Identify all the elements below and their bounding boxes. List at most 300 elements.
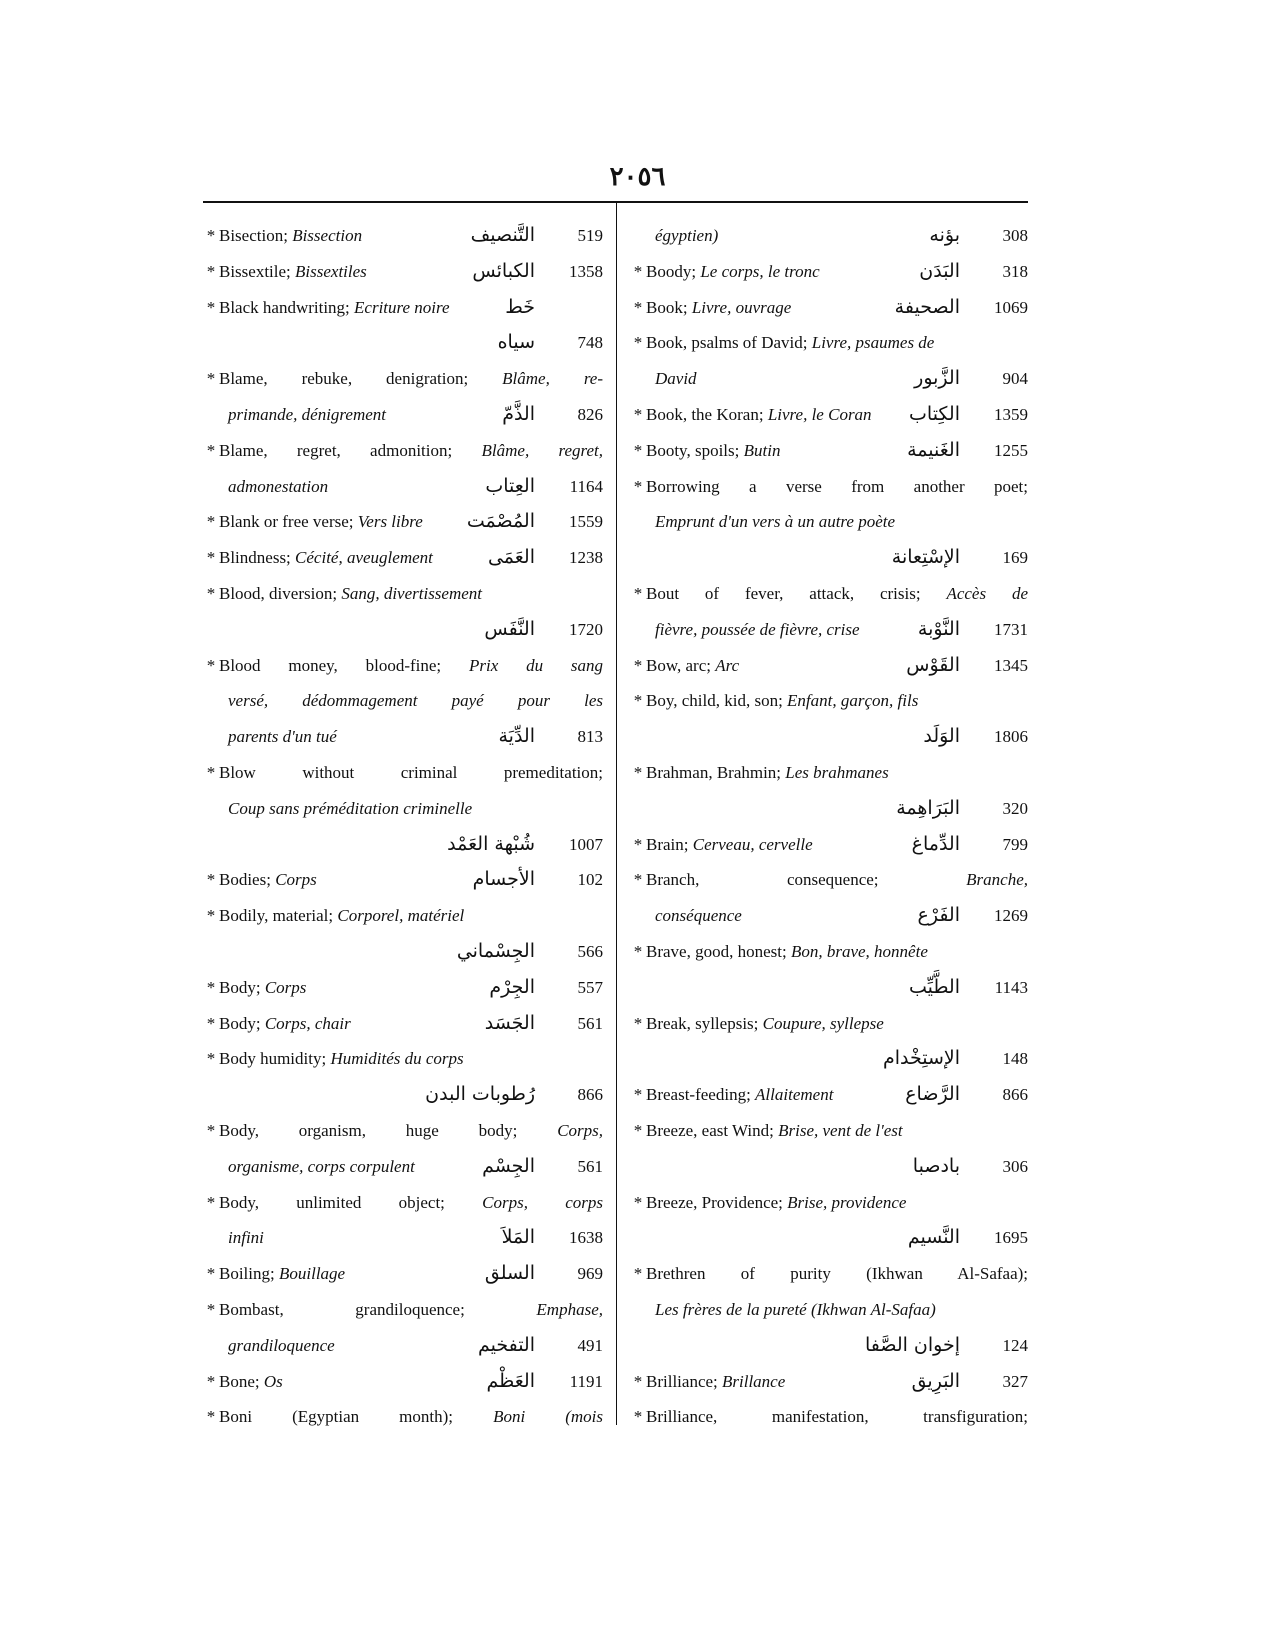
french-term: Bouillage [278, 1264, 346, 1284]
entry-bullet-icon: * [633, 691, 643, 711]
entry-line [203, 1185, 603, 1221]
entry-line [203, 1149, 603, 1185]
french-term: Humidités du corps [330, 1049, 464, 1069]
entry-line [203, 791, 603, 827]
entry-line [203, 934, 603, 970]
entry-bullet-icon: * [633, 1120, 643, 1140]
french-term: conséquence [655, 906, 742, 926]
entry-text [219, 1292, 603, 1328]
french-term: Cécité, aveuglement [295, 548, 433, 568]
english-term: Brave, good, honest; [646, 941, 787, 961]
french-term: versé, dédommagement payé pour les [228, 691, 603, 711]
reference-number: 1069 [994, 297, 1028, 317]
reference-number: 519 [577, 226, 603, 245]
entry-bullet-icon: * [206, 655, 216, 675]
entry-text [646, 290, 791, 326]
english-term: Boni (Egyptian month); [219, 1407, 454, 1427]
arabic-term: سياه [497, 331, 535, 354]
entry-line [203, 862, 603, 898]
english-term: Bow, arc; [646, 655, 711, 675]
english-term: Blame, regret, admonition; [219, 440, 453, 460]
entry-line [203, 1292, 603, 1328]
french-term: Livre, le Coran [767, 404, 872, 424]
french-term: Boni (mois [493, 1407, 603, 1427]
entry-text [655, 504, 895, 540]
reference-number: 1143 [994, 977, 1028, 997]
reference-number: 327 [1002, 1371, 1028, 1391]
entry-line [630, 1292, 1028, 1328]
french-term: Corps [264, 977, 307, 997]
entry-line [203, 648, 603, 684]
english-term: Body; [219, 977, 261, 997]
english-term: Boy, child, kid, son; [646, 691, 783, 711]
entry-line [630, 1185, 1028, 1221]
english-term: Body, unlimited object; [219, 1192, 445, 1212]
entry-line [203, 1006, 603, 1042]
entry-bullet-icon: * [633, 404, 643, 424]
entry-line [203, 361, 603, 397]
arabic-term: الذَّمّ [502, 402, 535, 425]
entry-line [203, 469, 603, 505]
arabic-term: الإسْتِعانة [891, 546, 960, 569]
entry-line [203, 612, 603, 648]
entry-line [630, 827, 1028, 863]
arabic-term: المُصْمَت [466, 510, 535, 533]
french-term: Emprunt d'un vers à un autre poète [655, 512, 896, 532]
entry-text [646, 862, 1028, 898]
french-term: Vers libre [357, 512, 423, 532]
english-term: Body; [219, 1013, 261, 1033]
entry-bullet-icon: * [633, 834, 643, 854]
entry-text [646, 934, 928, 970]
english-term: Bisection; [219, 226, 288, 245]
reference-number: 904 [1002, 369, 1028, 389]
french-term: Livre, ouvrage [691, 297, 792, 317]
entry-bullet-icon: * [206, 906, 216, 926]
entry-text [228, 683, 603, 719]
french-term: grandiloquence [228, 1335, 335, 1355]
entry-line [203, 1256, 603, 1292]
reference-number: 1359 [994, 404, 1028, 424]
reference-number: 124 [1002, 1335, 1028, 1355]
entry-text [655, 1292, 936, 1328]
french-term: Les frères de la pureté (Ikhwan Al-Safaa) [655, 1299, 936, 1319]
french-term: Sang, divertissement [341, 583, 483, 603]
entry-line [203, 540, 603, 576]
french-term: organisme, corps corpulent [228, 1156, 415, 1176]
entry-text [228, 1220, 264, 1256]
entry-text [219, 970, 306, 1006]
entry-text [646, 254, 820, 290]
english-term: Black handwriting; [219, 297, 350, 317]
entry-text [646, 648, 739, 684]
entry-text [646, 1185, 906, 1221]
french-term: Coup sans préméditation criminelle [228, 798, 473, 818]
english-term: Book, the Koran; [646, 404, 764, 424]
english-term: Boiling; [219, 1264, 275, 1284]
english-term: Boody; [646, 261, 697, 281]
entry-bullet-icon: * [206, 1192, 216, 1212]
entry-bullet-icon: * [633, 440, 643, 460]
french-term: Brillance [722, 1371, 786, 1391]
entry-text [219, 361, 603, 397]
entry-bullet-icon: * [206, 369, 216, 389]
french-term: Cerveau, cervelle [692, 834, 813, 854]
entry-bullet-icon: * [633, 1192, 643, 1212]
reference-number: 308 [1002, 226, 1028, 245]
arabic-term: الجِرْم [489, 975, 535, 998]
entry-text [219, 1256, 345, 1292]
reference-number: 1358 [569, 261, 603, 281]
reference-number: 561 [577, 1156, 603, 1176]
entry-text [646, 1006, 884, 1042]
entry-line [203, 1364, 603, 1400]
reference-number: 1559 [569, 512, 603, 532]
entry-line [203, 433, 603, 469]
reference-number: 1164 [569, 476, 603, 496]
entry-text [219, 862, 317, 898]
french-term: Blâme, regret, [481, 440, 604, 460]
entry-text [228, 469, 328, 505]
reference-number: 866 [577, 1085, 603, 1105]
entry-line [630, 1113, 1028, 1149]
reference-number: 748 [577, 333, 603, 353]
arabic-term: التَّنصيف [470, 224, 535, 246]
english-term: Branch, consequence; [646, 870, 879, 890]
entry-bullet-icon: * [633, 1085, 643, 1105]
arabic-term: الدِّيَة [498, 725, 535, 748]
english-term: Breeze, Providence; [646, 1192, 783, 1212]
entry-text [219, 898, 464, 934]
reference-number: 169 [1002, 548, 1028, 568]
arabic-term: الجَسَد [484, 1011, 535, 1034]
entry-text [219, 755, 603, 791]
entry-text [219, 290, 450, 326]
entry-line [630, 934, 1028, 970]
english-term: Break, syllepsis; [646, 1013, 759, 1033]
reference-number: 1720 [569, 619, 603, 639]
french-term: fièvre, poussée de fièvre, crise [655, 619, 860, 639]
reference-number: 1638 [569, 1228, 603, 1248]
entry-bullet-icon: * [206, 1371, 216, 1391]
reference-number: 561 [577, 1013, 603, 1033]
french-term: Emphase, [536, 1299, 603, 1319]
entry-text [655, 898, 742, 934]
english-term: Body, organism, huge body; [219, 1120, 518, 1140]
entry-bullet-icon: * [206, 261, 216, 281]
english-term: Bodies; [219, 870, 271, 890]
english-term: Brilliance; [646, 1371, 718, 1391]
entry-text [646, 755, 889, 791]
entry-bullet-icon: * [633, 1407, 643, 1427]
entry-bullet-icon: * [206, 1120, 216, 1140]
entry-line [203, 1041, 603, 1077]
arabic-term: الكبائس [472, 259, 535, 282]
arabic-term: القَوْس [906, 653, 960, 676]
english-term: Blame, rebuke, denigration; [219, 369, 469, 389]
french-term: Les brahmanes [785, 762, 889, 782]
reference-number: 969 [577, 1264, 603, 1284]
entry-bullet-icon: * [633, 1013, 643, 1033]
reference-number: 1238 [569, 548, 603, 568]
entry-bullet-icon: * [633, 583, 643, 603]
entry-line [203, 1113, 603, 1149]
entry-line [203, 683, 603, 719]
arabic-term: الرَّضاع [905, 1083, 960, 1106]
french-term: Branche, [966, 870, 1028, 890]
entry-text [219, 1399, 603, 1435]
page-number: ٢٠٥٦ [609, 162, 666, 191]
entry-line [203, 1077, 603, 1113]
entry-line [630, 218, 1028, 254]
english-term: Brethren of purity (Ikhwan Al-Safaa); [646, 1264, 1028, 1284]
entry-bullet-icon: * [633, 333, 643, 353]
french-term: égyptien) [655, 226, 719, 245]
french-term: Bon, brave, honnête [790, 941, 928, 961]
entry-text [219, 1113, 603, 1149]
reference-number: 826 [577, 404, 603, 424]
entry-line [630, 648, 1028, 684]
reference-number: 306 [1002, 1156, 1028, 1176]
arabic-term: البَدَن [919, 259, 960, 282]
entry-line [630, 1328, 1028, 1364]
entry-text [219, 1006, 351, 1042]
entry-line [203, 576, 603, 612]
entry-bullet-icon: * [633, 655, 643, 675]
entry-line [203, 218, 603, 254]
entry-line [630, 254, 1028, 290]
reference-number: 1269 [994, 906, 1028, 926]
entry-text [646, 1364, 785, 1400]
arabic-term: بؤنه [929, 224, 960, 246]
entry-line [630, 1399, 1028, 1435]
entry-bullet-icon: * [206, 1264, 216, 1284]
entry-text [219, 540, 433, 576]
entry-line [630, 540, 1028, 576]
english-term: Book; [646, 297, 688, 317]
french-term: Enfant, garçon, fils [787, 691, 919, 711]
arabic-term: الزَّبور [914, 367, 960, 390]
arabic-term: إخوان الصَّفا [864, 1333, 960, 1356]
column-divider [616, 203, 617, 1425]
entry-text [646, 827, 813, 863]
french-term: Allaitement [755, 1085, 834, 1105]
entry-line [630, 1077, 1028, 1113]
english-term: Blank or free verse; [219, 512, 354, 532]
entry-line [630, 970, 1028, 1006]
entry-line [630, 755, 1028, 791]
arabic-term: النَّوْبة [917, 617, 960, 640]
entry-line [203, 1328, 603, 1364]
entry-text [646, 1399, 1028, 1435]
reference-number: 1806 [994, 727, 1028, 747]
entry-bullet-icon: * [206, 1049, 216, 1069]
french-term: Le corps, le tronc [700, 261, 820, 281]
entry-line [630, 612, 1028, 648]
entry-text [655, 361, 697, 397]
english-term: Brahman, Brahmin; [646, 762, 782, 782]
reference-number: 799 [1002, 834, 1028, 854]
entry-line [203, 1399, 603, 1435]
entry-line [630, 397, 1028, 433]
arabic-term: الغَنيمة [907, 438, 960, 461]
left-column [203, 218, 603, 1435]
entry-line [203, 290, 603, 326]
entry-line [630, 504, 1028, 540]
entry-line [630, 1256, 1028, 1292]
entry-bullet-icon: * [206, 870, 216, 890]
arabic-term: خَط [505, 295, 535, 318]
reference-number: 1345 [994, 655, 1028, 675]
entry-line [630, 862, 1028, 898]
arabic-term: الأجسام [472, 868, 535, 891]
entry-line [203, 719, 603, 755]
french-term: Bissextiles [295, 261, 367, 281]
entry-text [228, 1149, 415, 1185]
arabic-term: النَّفَس [484, 617, 535, 640]
entry-bullet-icon: * [633, 476, 643, 496]
reference-number: 813 [577, 727, 603, 747]
french-term: David [655, 369, 697, 389]
entry-line [630, 1006, 1028, 1042]
entry-text [228, 719, 337, 755]
entry-line [203, 898, 603, 934]
entry-line [630, 290, 1028, 326]
french-term: Coupure, syllepse [762, 1013, 884, 1033]
entry-line [203, 325, 603, 361]
french-term: Butin [743, 440, 781, 460]
french-term: Brise, vent de l'est [778, 1120, 903, 1140]
entry-text [219, 433, 603, 469]
arabic-term: العَظْم [486, 1369, 535, 1392]
entry-text [646, 469, 1028, 505]
reference-number: 566 [577, 941, 603, 961]
entry-line [630, 1149, 1028, 1185]
arabic-term: البَرَاهِمة [896, 796, 960, 819]
entry-bullet-icon: * [206, 1013, 216, 1033]
entry-bullet-icon: * [633, 1264, 643, 1284]
entry-bullet-icon: * [206, 512, 216, 532]
entry-line [630, 361, 1028, 397]
reference-number: 866 [1002, 1085, 1028, 1105]
english-term: Borrowing a verse from another poet; [646, 476, 1028, 496]
entry-bullet-icon: * [206, 297, 216, 317]
english-term: Body humidity; [219, 1049, 327, 1069]
entry-text [646, 1256, 1028, 1292]
english-term: Brain; [646, 834, 689, 854]
entry-line [203, 970, 603, 1006]
english-term: Bout of fever, attack, crisis; [646, 583, 921, 603]
entry-line [630, 719, 1028, 755]
entry-line [203, 397, 603, 433]
entry-text [228, 1328, 335, 1364]
reference-number: 320 [1002, 798, 1028, 818]
entry-bullet-icon: * [206, 1407, 216, 1427]
entry-text [655, 218, 718, 254]
arabic-term: الفَرْع [917, 904, 960, 927]
entry-bullet-icon: * [633, 941, 643, 961]
entry-line [630, 1041, 1028, 1077]
entry-bullet-icon: * [206, 440, 216, 460]
entry-text [646, 397, 872, 433]
reference-number: 1731 [994, 619, 1028, 639]
french-term: parents d'un tué [228, 727, 337, 747]
arabic-term: بادصبا [912, 1154, 960, 1177]
entry-text [219, 1185, 603, 1221]
entry-text [646, 683, 918, 719]
entry-text [228, 397, 386, 433]
right-column [630, 218, 1028, 1435]
english-term: Blood, diversion; [219, 583, 338, 603]
entry-bullet-icon: * [206, 977, 216, 997]
arabic-term: العَمَى [487, 546, 535, 569]
french-term: Corps, [557, 1120, 604, 1140]
arabic-term: العِتاب [485, 474, 535, 497]
english-term: Brilliance, manifestation, transfiguration; [646, 1407, 1028, 1427]
french-term: Corps [275, 870, 317, 890]
entry-text [219, 218, 362, 254]
entry-line [203, 755, 603, 791]
entry-text [219, 648, 603, 684]
entry-line [203, 504, 603, 540]
reference-number: 491 [577, 1335, 603, 1355]
english-term: Bissextile; [219, 261, 291, 281]
entry-text [655, 612, 860, 648]
entry-line [630, 683, 1028, 719]
french-term: Corps, corps [482, 1192, 603, 1212]
french-term: Prix du sang [468, 655, 604, 675]
entry-bullet-icon: * [633, 297, 643, 317]
arabic-term: الدِّماغ [911, 832, 960, 855]
french-term: Livre, psaumes de [811, 333, 935, 353]
arabic-term: التفخيم [477, 1333, 535, 1356]
french-term: Bissection [292, 226, 363, 245]
english-term: Blindness; [219, 548, 291, 568]
french-term: Os [263, 1371, 283, 1391]
reference-number: 102 [577, 870, 603, 890]
reference-number: 1007 [569, 834, 603, 854]
arabic-term: البَرِيق [911, 1369, 960, 1392]
french-term: Corporel, matériel [337, 906, 465, 926]
entry-text [646, 576, 1028, 612]
english-term: Blow without criminal premeditation; [219, 762, 603, 782]
french-term: infini [228, 1228, 264, 1248]
entry-bullet-icon: * [633, 261, 643, 281]
reference-number: 1695 [994, 1228, 1028, 1248]
entry-bullet-icon: * [633, 762, 643, 782]
entry-line [630, 1364, 1028, 1400]
entry-text [646, 1113, 903, 1149]
entry-text [219, 1041, 464, 1077]
french-term: Arc [715, 655, 740, 675]
entry-bullet-icon: * [206, 1299, 216, 1319]
arabic-term: الصحيفة [894, 295, 960, 318]
entry-text [219, 576, 482, 612]
arabic-term: السلق [484, 1262, 535, 1285]
english-term: Blood money, blood-fine; [219, 655, 442, 675]
french-term: Blâme, re- [502, 369, 604, 389]
entry-text [228, 791, 472, 827]
arabic-term: الجِسْماني [456, 939, 535, 962]
reference-number: 557 [577, 977, 603, 997]
entry-bullet-icon: * [206, 762, 216, 782]
french-term: Corps, chair [264, 1013, 351, 1033]
entry-text [646, 1077, 833, 1113]
entry-text [219, 1364, 283, 1400]
french-term: admonestation [228, 476, 329, 496]
english-term: Book, psalms of David; [646, 333, 808, 353]
entry-bullet-icon: * [633, 1371, 643, 1391]
